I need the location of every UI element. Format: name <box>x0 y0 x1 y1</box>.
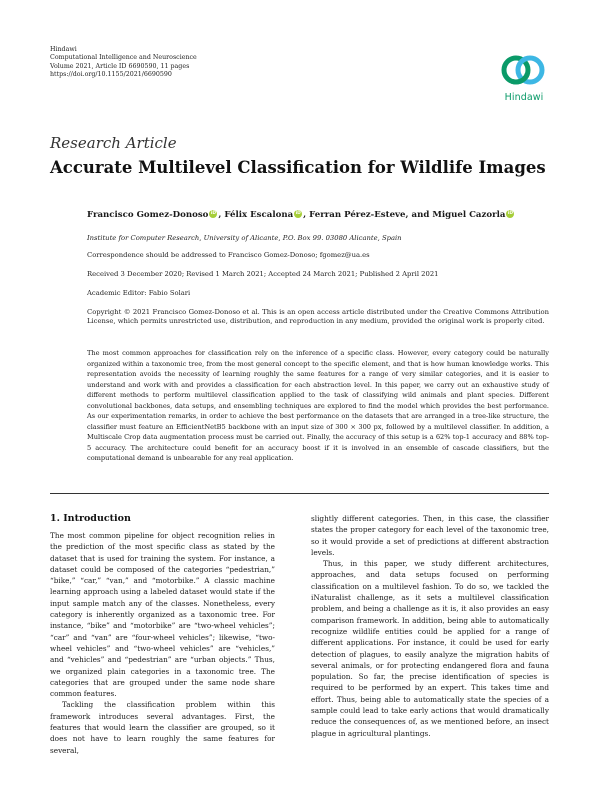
academic-editor: Academic Editor: Fabio Solari <box>87 289 191 297</box>
journal-header <box>50 46 197 80</box>
author-name: Francisco Gomez-Donoso <box>87 210 209 220</box>
author-name: Miguel Cazorla <box>432 210 506 220</box>
logo-wordmark: Hindawi <box>504 92 544 103</box>
journal-name: Computational Intelligence and Neuroscience <box>50 54 197 62</box>
body-paragraph: The most common pipeline for object recognition relies in the prediction of the most specific class as stated by the dataset that is used for training the system. For instance, a dataset could be composed of the categories “pedestrian,” “bike,” “car,” “van,” and “motorbike.” A classic machine learning approach using a labeled dataset would state if the input sample match any of the classes. Nonetheless, every category is inherently organized as a taxonomic tree. For instance, “bike” and “motorbike” are “two-wheel vehicles”; “car” and “van” are “four-wheel vehicles”; likewise, “two-wheel vehicles” and “two-wheel vehicles” are “vehicles,” and “vehicles” and “pedestrian” are “urban objects.” Thus, we organized plain categories in a taxonomic tree. The categories that are grouped under the same node share common features. <box>50 531 275 699</box>
introduction-heading: 1. Introduction <box>50 513 131 524</box>
doi-link[interactable]: https://doi.org/10.1155/2021/6690590 <box>50 71 172 79</box>
orcid-icon[interactable] <box>506 210 514 218</box>
orcid-icon[interactable] <box>294 210 302 218</box>
publisher-name: Hindawi <box>50 46 77 53</box>
author-separator: and <box>408 210 433 220</box>
affiliation: Institute for Computer Research, University of Alicante, P.O. Box 99. 03080 Alicante, Spain <box>87 234 402 242</box>
orcid-icon[interactable] <box>209 210 217 218</box>
publication-dates: Received 3 December 2020; Revised 1 March 2021; Accepted 24 March 2021; Published 2 April 2021 <box>87 270 439 278</box>
copyright-notice: Copyright © 2021 Francisco Gomez-Donoso et al. This is an open access article distributed under the Creative Commons Attribution License, which permits unrestricted use, distribution, and reproduction in any medium, provided the original work is properly cited. <box>87 308 549 326</box>
hindawi-logo-icon <box>497 50 549 98</box>
left-column <box>50 530 275 756</box>
article-type: Research Article <box>50 134 177 152</box>
volume-line: Volume 2021, Article ID 6690590, 11 pages <box>50 62 190 70</box>
correspondence: Correspondence should be addressed to Francisco Gomez-Donoso; fgomez@ua.es <box>87 251 370 259</box>
section-divider <box>50 493 549 494</box>
author-separator: , <box>218 210 225 220</box>
author-name: Félix Escalona <box>224 210 294 220</box>
author-list <box>87 210 515 220</box>
body-paragraph: slightly different categories. Then, in this case, the classifier states the proper category for each level of the taxonomic tree, so it would provide a set of predictions at different abstraction levels. <box>311 514 549 557</box>
body-paragraph: Thus, in this paper, we study different architectures, approaches, and data setups focused on performing classification on a multilevel fashion. To do so, we tackled the iNaturalist challenge, as it sets a multilevel classification problem, and being a challenge as it is, it also provides an easy comparison framework. In addition, being able to automatically recognize wildlife entities could be applied for a range of different applications. For instance, it could be used for early detection of plagues, to easily analyze the migration habits of several animals, or for protecting endangered flora and fauna population. So far, the precise identification of species is required to be performed by an expert. This takes time and effort. Thus, being able to automatically state the species of a sample could lead to take early actions that would dramatically reduce the consequences of, as we mentioned before, an insect plague in agricultural plantings. <box>311 559 549 738</box>
body-paragraph: Tackling the classification problem within this framework introduces several advantages. First, the features that would learn the classifier are grouped, so it does not have to learn roughly the same features for several, <box>50 700 275 755</box>
right-column <box>311 513 549 739</box>
abstract: The most common approaches for classification rely on the inference of a specific class. However, every category could be naturally organized within a taxonomic tree, from the most general concept to the specific element, and that is how human knowledge works. This representation avoids the necessity of learning roughly the same features for a range of very similar categories, and it is easier to understand and work with and provides a classification for each abstraction level. In this paper, we carry out an exhaustive study of different methods to perform multilevel classification applied to the task of classifying wild animals and plant species. Different convolutional backbones, data setups, and ensembling techniques are explored to find the model which provides the best performance. As our experimentation remarks, in order to achieve the best performance on the datasets that are arranged in a tree-like structure, the classifier must feature an EfficientNetB5 backbone with an input size of 300 × 300 px, followed by a multilevel classifier. In addition, a Multiscale Crop data augmentation process must be carried out. Finally, the accuracy of this setup is a 62% top-1 accuracy and 88% top-5 accuracy. The architecture could benefit for an accuracy boost if it is involved in an ensemble of cascade classifiers, but the computational demand is unbearable for any real application. <box>87 349 549 462</box>
author-name: Ferran Pérez-Esteve, <box>309 210 409 220</box>
article-title: Accurate Multilevel Classification for Wildlife Images <box>50 158 546 177</box>
author-separator: , <box>303 210 310 220</box>
